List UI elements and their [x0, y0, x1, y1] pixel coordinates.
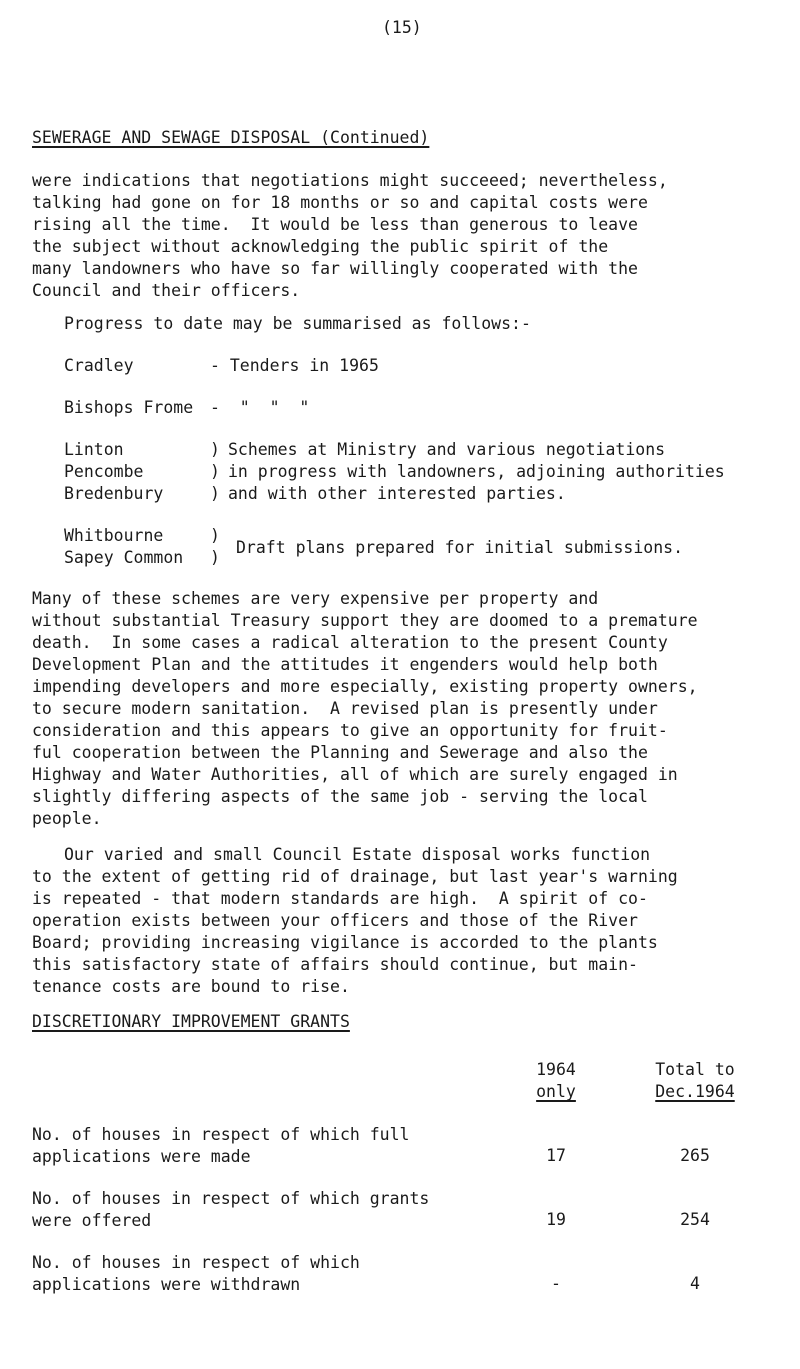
- scheme-status-group2: Draft plans prepared for initial submissions.: [236, 538, 684, 557]
- text-line: were indications that negotiations might succeeed; nevertheless,: [32, 171, 668, 190]
- value-1964: 17: [546, 1146, 566, 1165]
- scheme-name-bredenbury: Bredenbury: [64, 484, 164, 503]
- brace-glyph: ): [210, 462, 220, 481]
- text-line: ful cooperation between the Planning and Sewerage and also the: [32, 743, 648, 762]
- brace-glyph: ): [210, 484, 220, 503]
- text-line: consideration and this appears to give an opportunity for fruit-: [32, 721, 668, 740]
- row-label-line: No. of houses in respect of which full: [32, 1125, 410, 1144]
- scheme-status-group1-line: and with other interested parties.: [228, 484, 566, 503]
- value-total: 254: [680, 1210, 710, 1229]
- scheme-name-sapey-common: Sapey Common: [64, 548, 184, 567]
- text-line: Highway and Water Authorities, all of which are surely engaged in: [32, 765, 678, 784]
- scheme-status-group1-line: Schemes at Ministry and various negotiations: [228, 440, 666, 459]
- text-line: Development Plan and the attitudes it engenders would help both: [32, 655, 658, 674]
- col-header-1964-year: 1964: [536, 1060, 576, 1079]
- col-header-total: Total to: [655, 1060, 735, 1079]
- page-number: (15): [382, 18, 422, 37]
- text-line: Many of these schemes are very expensive per property and: [32, 589, 599, 608]
- text-line: talking had gone on for 18 months or so and capital costs were: [32, 193, 648, 212]
- text-line: tenance costs are bound to rise.: [32, 977, 350, 996]
- scheme-status-bishops-frome: - " " ": [210, 398, 310, 417]
- row-label-line: applications were withdrawn: [32, 1275, 301, 1294]
- text-line: people.: [32, 809, 102, 828]
- row-label-line: were offered: [32, 1211, 152, 1230]
- schemes-paragraph: [32, 588, 792, 830]
- section-heading: SEWERAGE AND SEWAGE DISPOSAL (Continued): [32, 128, 430, 147]
- row-label-line: applications were made: [32, 1147, 251, 1166]
- text-line: operation exists between your officers and those of the River: [32, 911, 638, 930]
- scheme-name-linton: Linton: [64, 440, 124, 459]
- scheme-name-bishops-frome: Bishops Frome: [64, 398, 194, 417]
- value-total: 265: [680, 1146, 710, 1165]
- brace-glyph: ): [210, 526, 220, 545]
- text-line: Our varied and small Council Estate disposal works function: [64, 845, 651, 864]
- row-label: [32, 1252, 360, 1296]
- text-line: slightly differing aspects of the same job - serving the local: [32, 787, 648, 806]
- text-line: Board; providing increasing vigilance is accorded to the plants: [32, 933, 658, 952]
- brace-glyph: ): [210, 548, 220, 567]
- scheme-status-cradley: - Tenders in 1965: [210, 356, 379, 375]
- text-line: without substantial Treasury support they are doomed to a premature: [32, 611, 698, 630]
- disposal-works-paragraph: [32, 844, 792, 998]
- progress-intro: Progress to date may be summarised as follows:-: [64, 314, 531, 333]
- scheme-status-group1-line: in progress with landowners, adjoining authorities: [228, 462, 725, 481]
- text-line: many landowners who have so far willingly cooperated with the: [32, 259, 638, 278]
- text-line: impending developers and more especially, existing property owners,: [32, 677, 698, 696]
- text-line: to the extent of getting rid of drainage, but last year's warning: [32, 867, 678, 886]
- value-1964: -: [551, 1274, 561, 1293]
- row-label: [32, 1124, 410, 1168]
- text-line: death. In some cases a radical alteration to the present County: [32, 633, 668, 652]
- text-line: this satisfactory state of affairs should continue, but main-: [32, 955, 638, 974]
- col-header-total-date: Dec.1964: [655, 1082, 735, 1101]
- scheme-name-cradley: Cradley: [64, 356, 134, 375]
- brace-glyph: ): [210, 440, 220, 459]
- value-1964: 19: [546, 1210, 566, 1229]
- row-label-line: No. of houses in respect of which: [32, 1253, 360, 1272]
- text-line: the subject without acknowledging the public spirit of the: [32, 237, 609, 256]
- scheme-name-whitbourne: Whitbourne: [64, 526, 164, 545]
- text-line: rising all the time. It would be less than generous to leave: [32, 215, 638, 234]
- text-line: is repeated - that modern standards are high. A spirit of co-: [32, 889, 648, 908]
- text-line: to secure modern sanitation. A revised plan is presently under: [32, 699, 658, 718]
- text-line: Council and their officers.: [32, 281, 301, 300]
- scheme-name-pencombe: Pencombe: [64, 462, 144, 481]
- grants-heading: DISCRETIONARY IMPROVEMENT GRANTS: [32, 1012, 350, 1031]
- value-total: 4: [690, 1274, 700, 1293]
- row-label: [32, 1188, 429, 1232]
- col-header-1964-only: only: [536, 1082, 576, 1101]
- row-label-line: No. of houses in respect of which grants: [32, 1189, 430, 1208]
- intro-paragraph: [32, 170, 792, 302]
